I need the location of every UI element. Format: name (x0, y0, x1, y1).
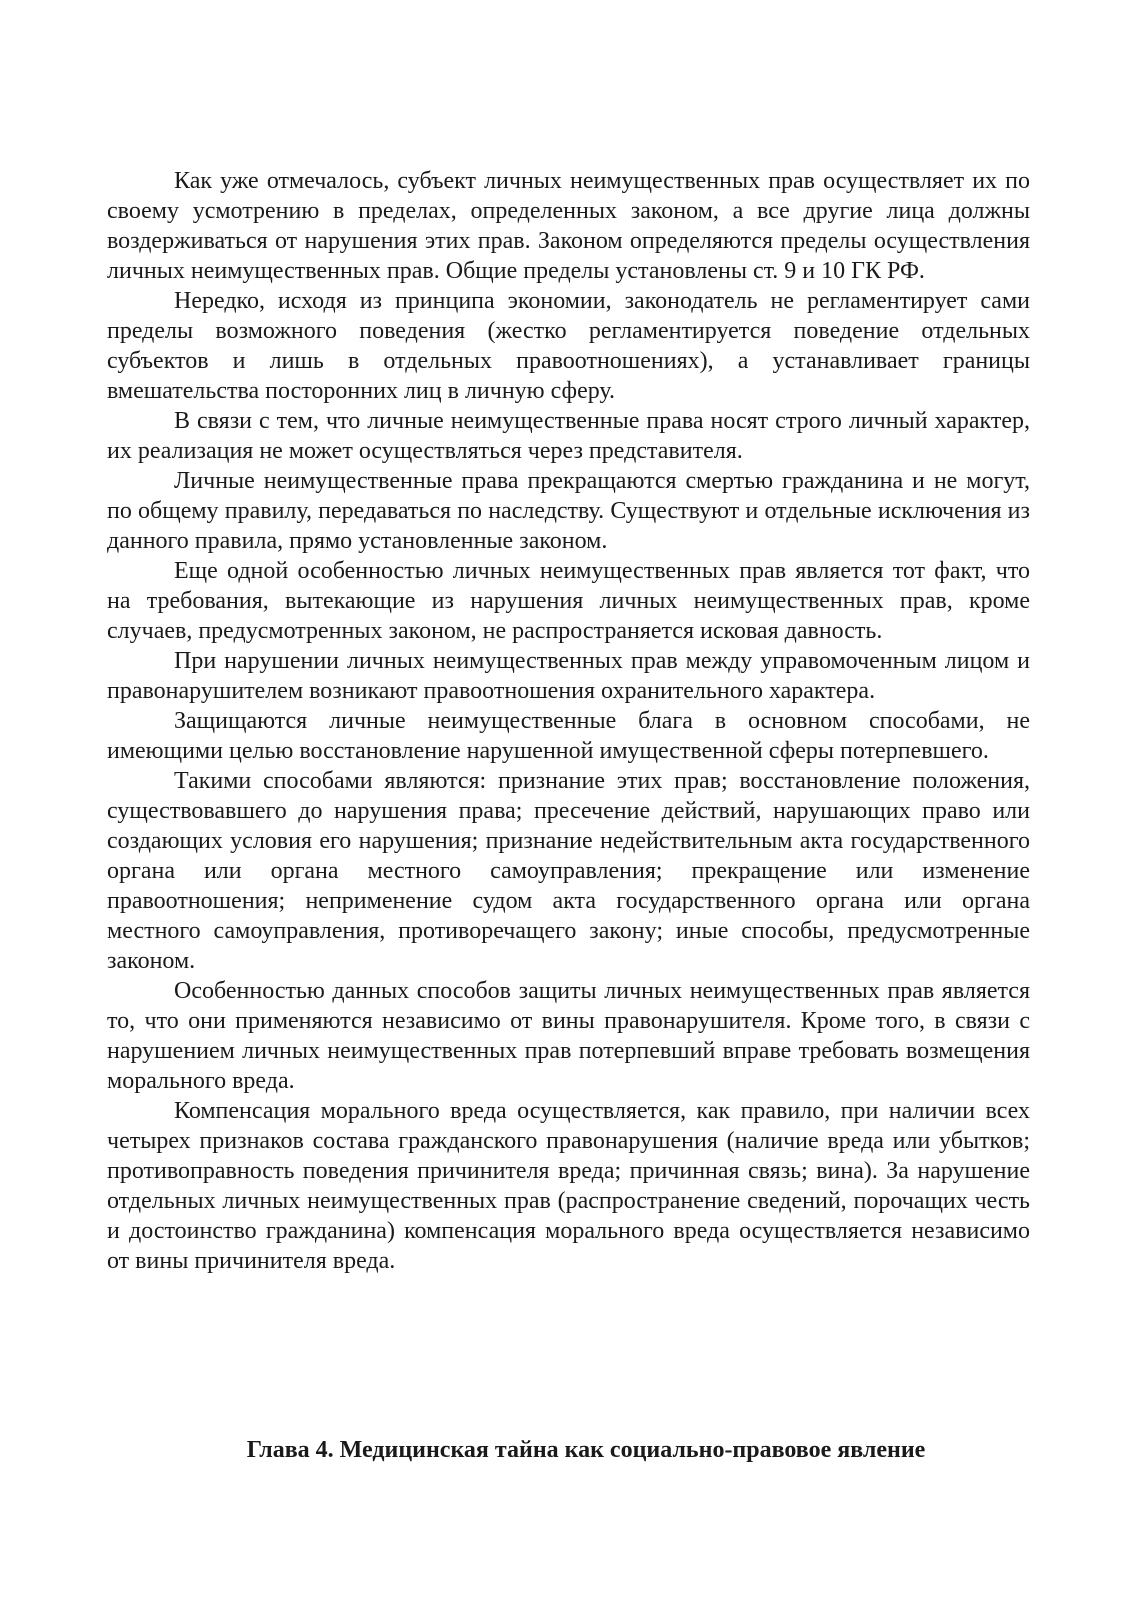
chapter-heading: Глава 4. Медицинская тайна как социально-правовое явление (246, 1437, 926, 1463)
paragraph: Нередко, исходя из принципа экономии, законодатель не регламентирует сами пределы возможного поведения (жестко регламентируется поведение отдельных субъектов и лишь в отдельных правоотношениях), а устанавливает границы вмешательства посторонних лиц в личную сферу. (107, 288, 1030, 404)
paragraph: Еще одной особенностью личных неимущественных прав является тот факт, что на требования, вытекающие из нарушения личных неимущественных прав, кроме случаев, предусмотренных законом, не распространяется исковая давность. (107, 558, 1030, 644)
paragraph: Особенностью данных способов защиты личных неимущественных прав является то, что они применяются независимо от вины правонарушителя. Кроме того, в связи с нарушением личных неимущественных прав потерпевший вправе требовать возмещения морального вреда. (107, 978, 1030, 1094)
paragraph: Такими способами являются: признание этих прав; восстановление положения, существовавшего до нарушения права; пресечение действий, нарушающих право или создающих условия его нарушения; признание недействительным акта государственного органа или органа местного самоуправления; прекращение или изменение правоотношения; неприменение судом акта государственного органа или органа местного самоуправления, противоречащего закону; иные способы, предусмотренные законом. (107, 768, 1030, 974)
paragraph: Личные неимущественные права прекращаются смертью гражданина и не могут, по общему правилу, передаваться по наследству. Существуют и отдельные исключения из данного правила, прямо установленные законом. (107, 468, 1030, 554)
paragraph: Защищаются личные неимущественные блага в основном способами, не имеющими целью восстановление нарушенной имущественной сферы потерпевшего. (107, 708, 1030, 764)
body-text (107, 166, 1030, 1276)
paragraph: В связи с тем, что личные неимущественные права носят строго личный характер, их реализация не может осуществляться через представителя. (107, 408, 1030, 464)
paragraph: Как уже отмечалось, субъект личных неимущественных прав осуществляет их по своему усмотрению в пределах, определенных законом, а все другие лица должны воздерживаться от нарушения этих прав. Законом определяются пределы осуществления личных неимущественных прав. Общие пределы установлены ст. 9 и 10 ГК РФ. (107, 168, 1030, 284)
paragraph: Компенсация морального вреда осуществляется, как правило, при наличии всех четырех признаков состава гражданского правонарушения (наличие вреда или убытков; противоправность поведения причинителя вреда; причинная связь; вина). За нарушение отдельных личных неимущественных прав (распространение сведений, порочащих честь и достоинство гражданина) компенсация морального вреда осуществляется независимо от вины причинителя вреда. (107, 1098, 1030, 1274)
paragraph: При нарушении личных неимущественных прав между управомоченным лицом и правонарушителем возникают правоотношения охранительного характера. (107, 648, 1030, 704)
